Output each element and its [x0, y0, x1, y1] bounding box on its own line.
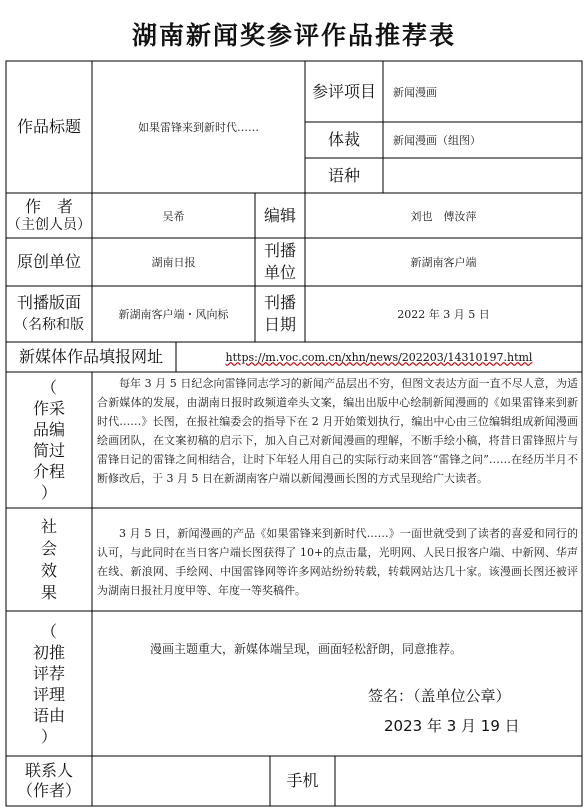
editor-value: 刘也 傅汝萍: [410, 209, 477, 223]
social-label-l0: 社: [40, 516, 57, 536]
url-link[interactable]: https://m.voc.com.cn/xhn/news/202203/14310197.html: [225, 350, 533, 364]
genre-value: 新闻漫画（组图）: [393, 134, 481, 147]
work-title-value: 如果雷锋来到新时代……: [138, 121, 259, 134]
publish-date-value: 2022 年 3 月 5 日: [397, 308, 490, 321]
social-label-l3: 果: [40, 582, 57, 602]
review-signature: 签名：（盖单位公章）: [368, 687, 511, 705]
author-label-line2: （主创人员）: [7, 216, 91, 233]
layout-label-line2: （名称和版: [14, 317, 84, 333]
layout-label: [6, 286, 92, 342]
review-label-l2: 评荐: [32, 663, 65, 683]
contact-label-line1: 联系人: [24, 761, 73, 780]
author-value: 吴希: [162, 209, 185, 223]
url-label: 新媒体作品填报网址: [18, 347, 163, 366]
form-title: 湖南新闻奖参评作品推荐表: [131, 21, 456, 50]
layout-value: 新湖南客户端・风向标: [118, 308, 229, 321]
work-title-label: 作品标题: [16, 117, 81, 136]
intro-label-l4: 介程: [32, 462, 65, 481]
publish-unit-label-line2: 单位: [263, 263, 296, 282]
origin-unit-value: 湖南日报: [151, 256, 196, 269]
language-value: [393, 158, 578, 193]
author-label-line1: 作 者: [24, 196, 73, 216]
review-date: 2023 年 3 月 19 日: [384, 717, 520, 735]
review-label-l0: （: [40, 621, 57, 641]
social-label-l2: 效: [40, 560, 57, 580]
review-label-l1: 初推: [32, 642, 65, 662]
publish-date-label-line1: 刊播: [263, 293, 296, 312]
review-label-l4: 语由: [32, 705, 65, 725]
publish-unit-label: [255, 238, 305, 286]
category-value: 新闻漫画: [393, 85, 437, 99]
social-text: 3 月 5 日，新闻漫画的产品《如果雷锋来到新时代……》一面世就受到了读者的喜爱和同行的认可，与此同时在当日客户端长图获得了 10+的点击量，光明网、人民日报客户端、中新网、华声在线、新浪网、手绘网、中国雷锋网等许多网站纷纷转载，转载网站达几十家。该漫画长图还被评为湖南日报社月度甲等、年度一等奖稿件。: [97, 527, 578, 597]
language-label: 语种: [327, 165, 360, 185]
contact-label: [6, 756, 92, 806]
editor-label: 编辑: [263, 205, 296, 225]
intro-label-l2: 品编: [32, 420, 65, 439]
review-label-l3: 评理: [32, 684, 65, 704]
layout-label-line1: 刊播版面: [16, 293, 81, 312]
social-label-l1: 会: [40, 538, 57, 558]
origin-unit-label: 原创单位: [16, 252, 81, 271]
url-cell: [176, 342, 582, 372]
contact-label-line2: （作者）: [16, 781, 81, 800]
intro-label-l0: （: [40, 378, 57, 397]
publish-unit-label-line1: 刊播: [263, 241, 296, 260]
genre-label: 体裁: [327, 130, 360, 149]
intro-label: [6, 372, 92, 508]
review-label-l5: ）: [40, 726, 57, 746]
review-text: 漫画主题重大，新媒体端呈现，画面轻松舒朗，同意推荐。: [150, 642, 463, 656]
phone-label: 手机: [286, 771, 319, 790]
social-label: [6, 508, 92, 611]
publish-unit-value: 新湖南客户端: [410, 256, 477, 269]
intro-text: 每年 3 月 5 日纪念向雷锋同志学习的新闻产品层出不穷，但图文表达方面一直不尽人意，为适合新媒体的发展，由湖南日报时政频道牵头文案，编出出版中心绘制新闻漫画的《如果雷锋来到新时代……》长图，在报社编委会的指导下在 2 月开始策划执行，编出中心由三位编辑组成新闻漫画绘画团队，在文案初稿的启示下，加入自己对新闻漫画的理解，不断手绘小稿，将昔日雷锋照片与雷锋日记的雷锋之间相结合，让时下年轻人用自己的实际行动来回答“雷锋之问”……在经历半月不断修改后，于 3 月 5 日在新湖南客户端以新闻漫画长图的方式呈现给广大读者。: [97, 377, 578, 485]
intro-label-l5: ）: [40, 483, 57, 502]
contact-value: [92, 756, 270, 806]
publish-date-label-line2: 日期: [263, 315, 296, 334]
review-label: [6, 611, 92, 756]
author-label: [6, 193, 92, 238]
category-label: 参评项目: [311, 81, 376, 101]
publish-date-label: [255, 286, 305, 342]
intro-label-l3: 简过: [32, 441, 65, 460]
phone-value: [335, 756, 582, 806]
intro-label-l1: 作采: [32, 399, 65, 418]
